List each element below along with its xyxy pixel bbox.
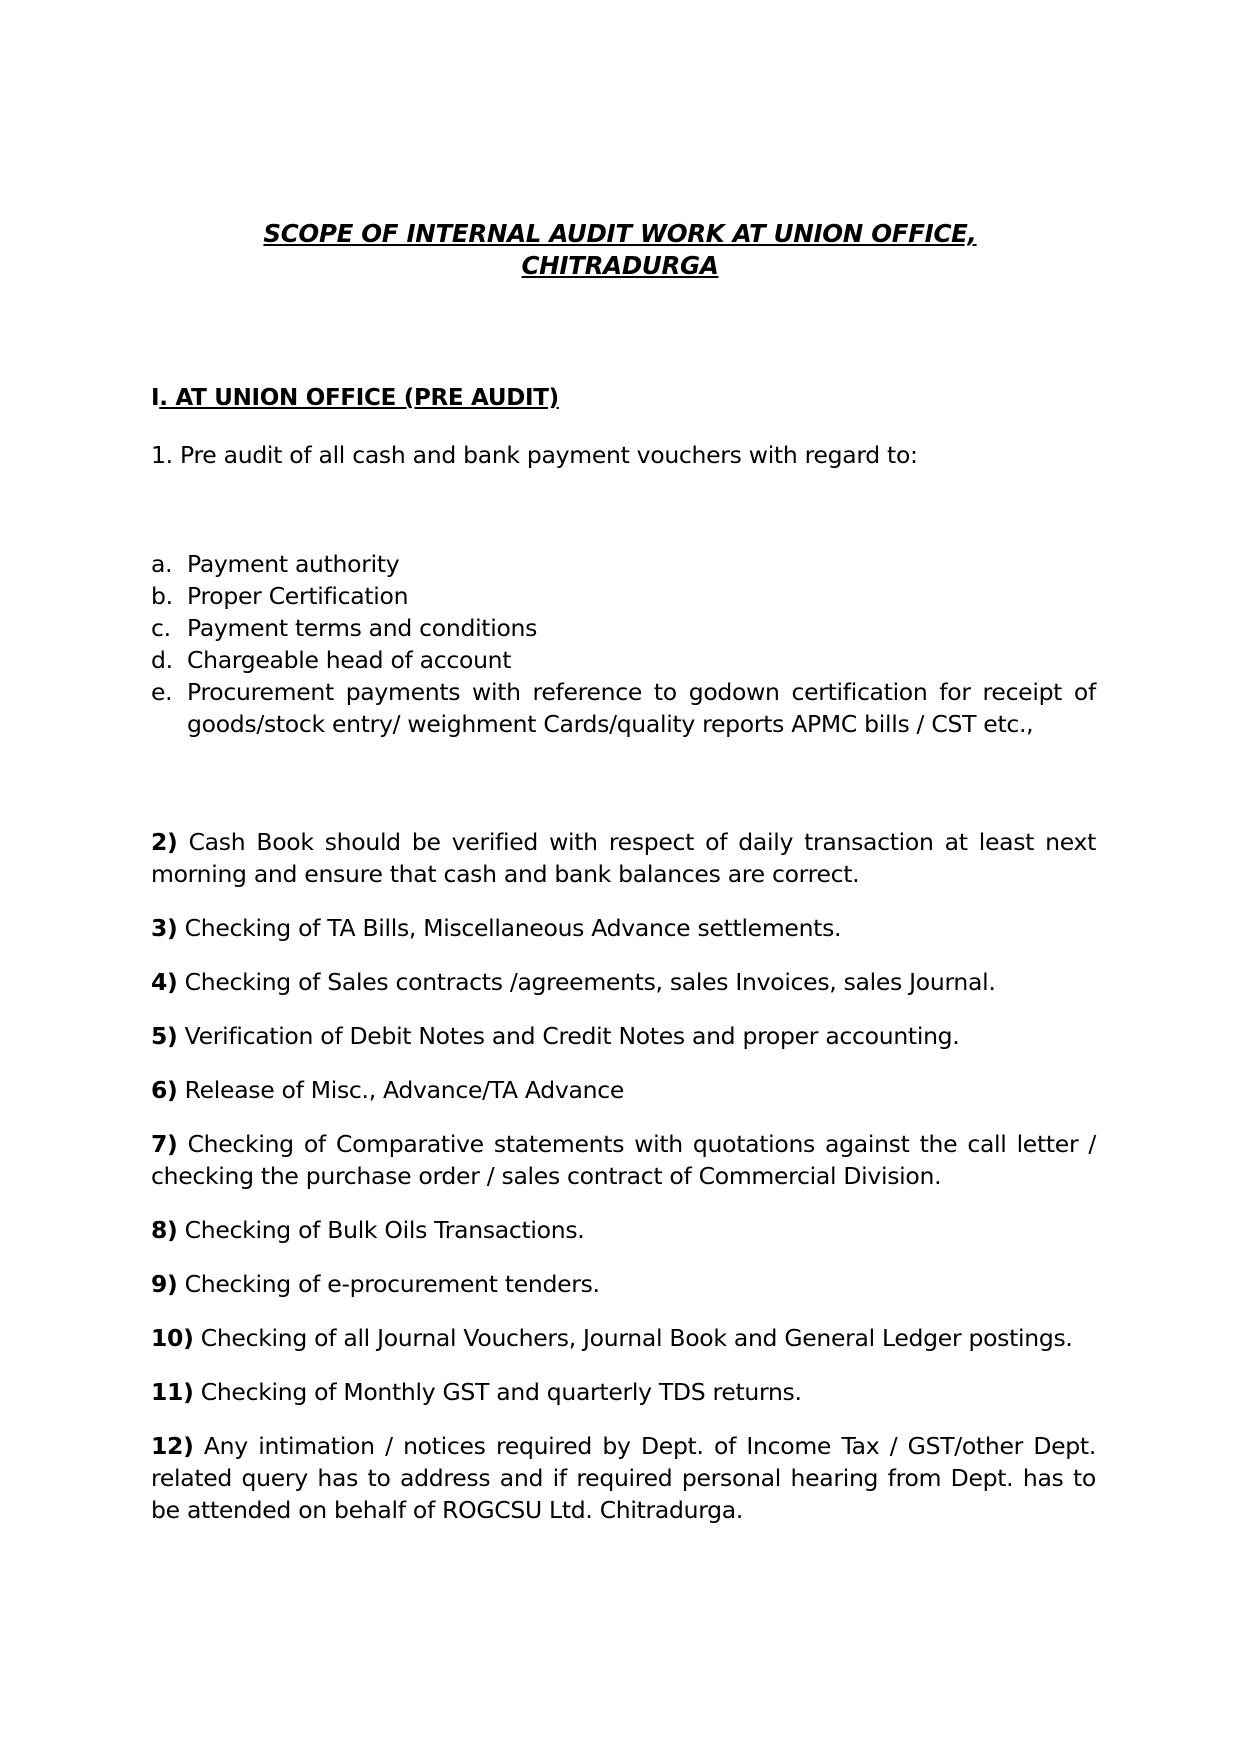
list-text: Procurement payments with reference to godown certification for receipt of goods/stock entry/ weighment Cards/quality reports APMC bills / CST etc., (187, 678, 1096, 738)
numbered-point (151, 912, 1096, 944)
numbered-point (151, 1376, 1096, 1408)
numbered-point (151, 1322, 1096, 1354)
point-text: Checking of e-procurement tenders. (177, 1270, 600, 1298)
numbered-point (151, 1020, 1096, 1052)
list-marker: d. (151, 646, 173, 674)
numbered-point (151, 1268, 1096, 1300)
document-title (150, 218, 1090, 282)
point-text: Cash Book should be verified with respect of daily transaction at least next morning and ensure that cash and bank balances are correct. (151, 828, 1096, 888)
list-text: Chargeable head of account (187, 646, 512, 674)
list-marker: a. (151, 550, 173, 578)
intro-point: 1. Pre audit of all cash and bank payment vouchers with regard to: (151, 441, 918, 469)
numbered-point (151, 1214, 1096, 1246)
point-text: Checking of Bulk Oils Transactions. (177, 1216, 585, 1244)
list-item (151, 676, 1096, 740)
list-item (151, 580, 1096, 612)
point-number: 7) (151, 1130, 178, 1158)
title-line-2: CHITRADURGA (521, 251, 719, 280)
point-number: 10) (151, 1324, 194, 1352)
title-line-1: SCOPE OF INTERNAL AUDIT WORK AT UNION OFFICE, (263, 219, 977, 248)
point-text: Checking of Monthly GST and quarterly TDS returns. (193, 1378, 802, 1406)
list-item (151, 548, 1096, 580)
point-number: 2) (151, 828, 178, 856)
point-number: 12) (151, 1432, 194, 1460)
numbered-point (151, 1128, 1096, 1192)
point-number: 3) (151, 914, 178, 942)
point-text: Verification of Debit Notes and Credit Notes and proper accounting. (177, 1022, 960, 1050)
section-prefix: I (151, 385, 160, 411)
section-heading (151, 385, 559, 411)
numbered-points (151, 826, 1096, 1548)
list-text: Proper Certification (187, 582, 409, 610)
point-number: 9) (151, 1270, 178, 1298)
section-heading-text: . AT UNION OFFICE (PRE AUDIT) (159, 385, 559, 411)
sub-item-list (151, 548, 1096, 740)
point-number: 6) (151, 1076, 178, 1104)
list-item (151, 644, 1096, 676)
list-marker: e. (151, 678, 173, 706)
list-text: Payment terms and conditions (187, 614, 538, 642)
list-text: Payment authority (187, 550, 400, 578)
numbered-point (151, 1074, 1096, 1106)
point-number: 4) (151, 968, 178, 996)
numbered-point (151, 966, 1096, 998)
numbered-point (151, 1430, 1096, 1526)
list-marker: b. (151, 582, 173, 610)
numbered-point (151, 826, 1096, 890)
point-text: Release of Misc., Advance/TA Advance (177, 1076, 624, 1104)
point-text: Checking of TA Bills, Miscellaneous Advance settlements. (177, 914, 842, 942)
list-item (151, 612, 1096, 644)
point-text: Any intimation / notices required by Dept. of Income Tax / GST/other Dept. related query has to address and if required personal hearing from Dept. has to be attended on behalf of ROGCSU Ltd. Chitradurga. (151, 1432, 1096, 1524)
point-text: Checking of Sales contracts /agreements, sales Invoices, sales Journal. (177, 968, 996, 996)
point-number: 5) (151, 1022, 178, 1050)
point-text: Checking of all Journal Vouchers, Journal Book and General Ledger postings. (193, 1324, 1073, 1352)
list-marker: c. (151, 614, 171, 642)
point-number: 8) (151, 1216, 178, 1244)
point-number: 11) (151, 1378, 194, 1406)
point-text: Checking of Comparative statements with quotations against the call letter / checking the purchase order / sales contract of Commercial Division. (151, 1130, 1096, 1190)
